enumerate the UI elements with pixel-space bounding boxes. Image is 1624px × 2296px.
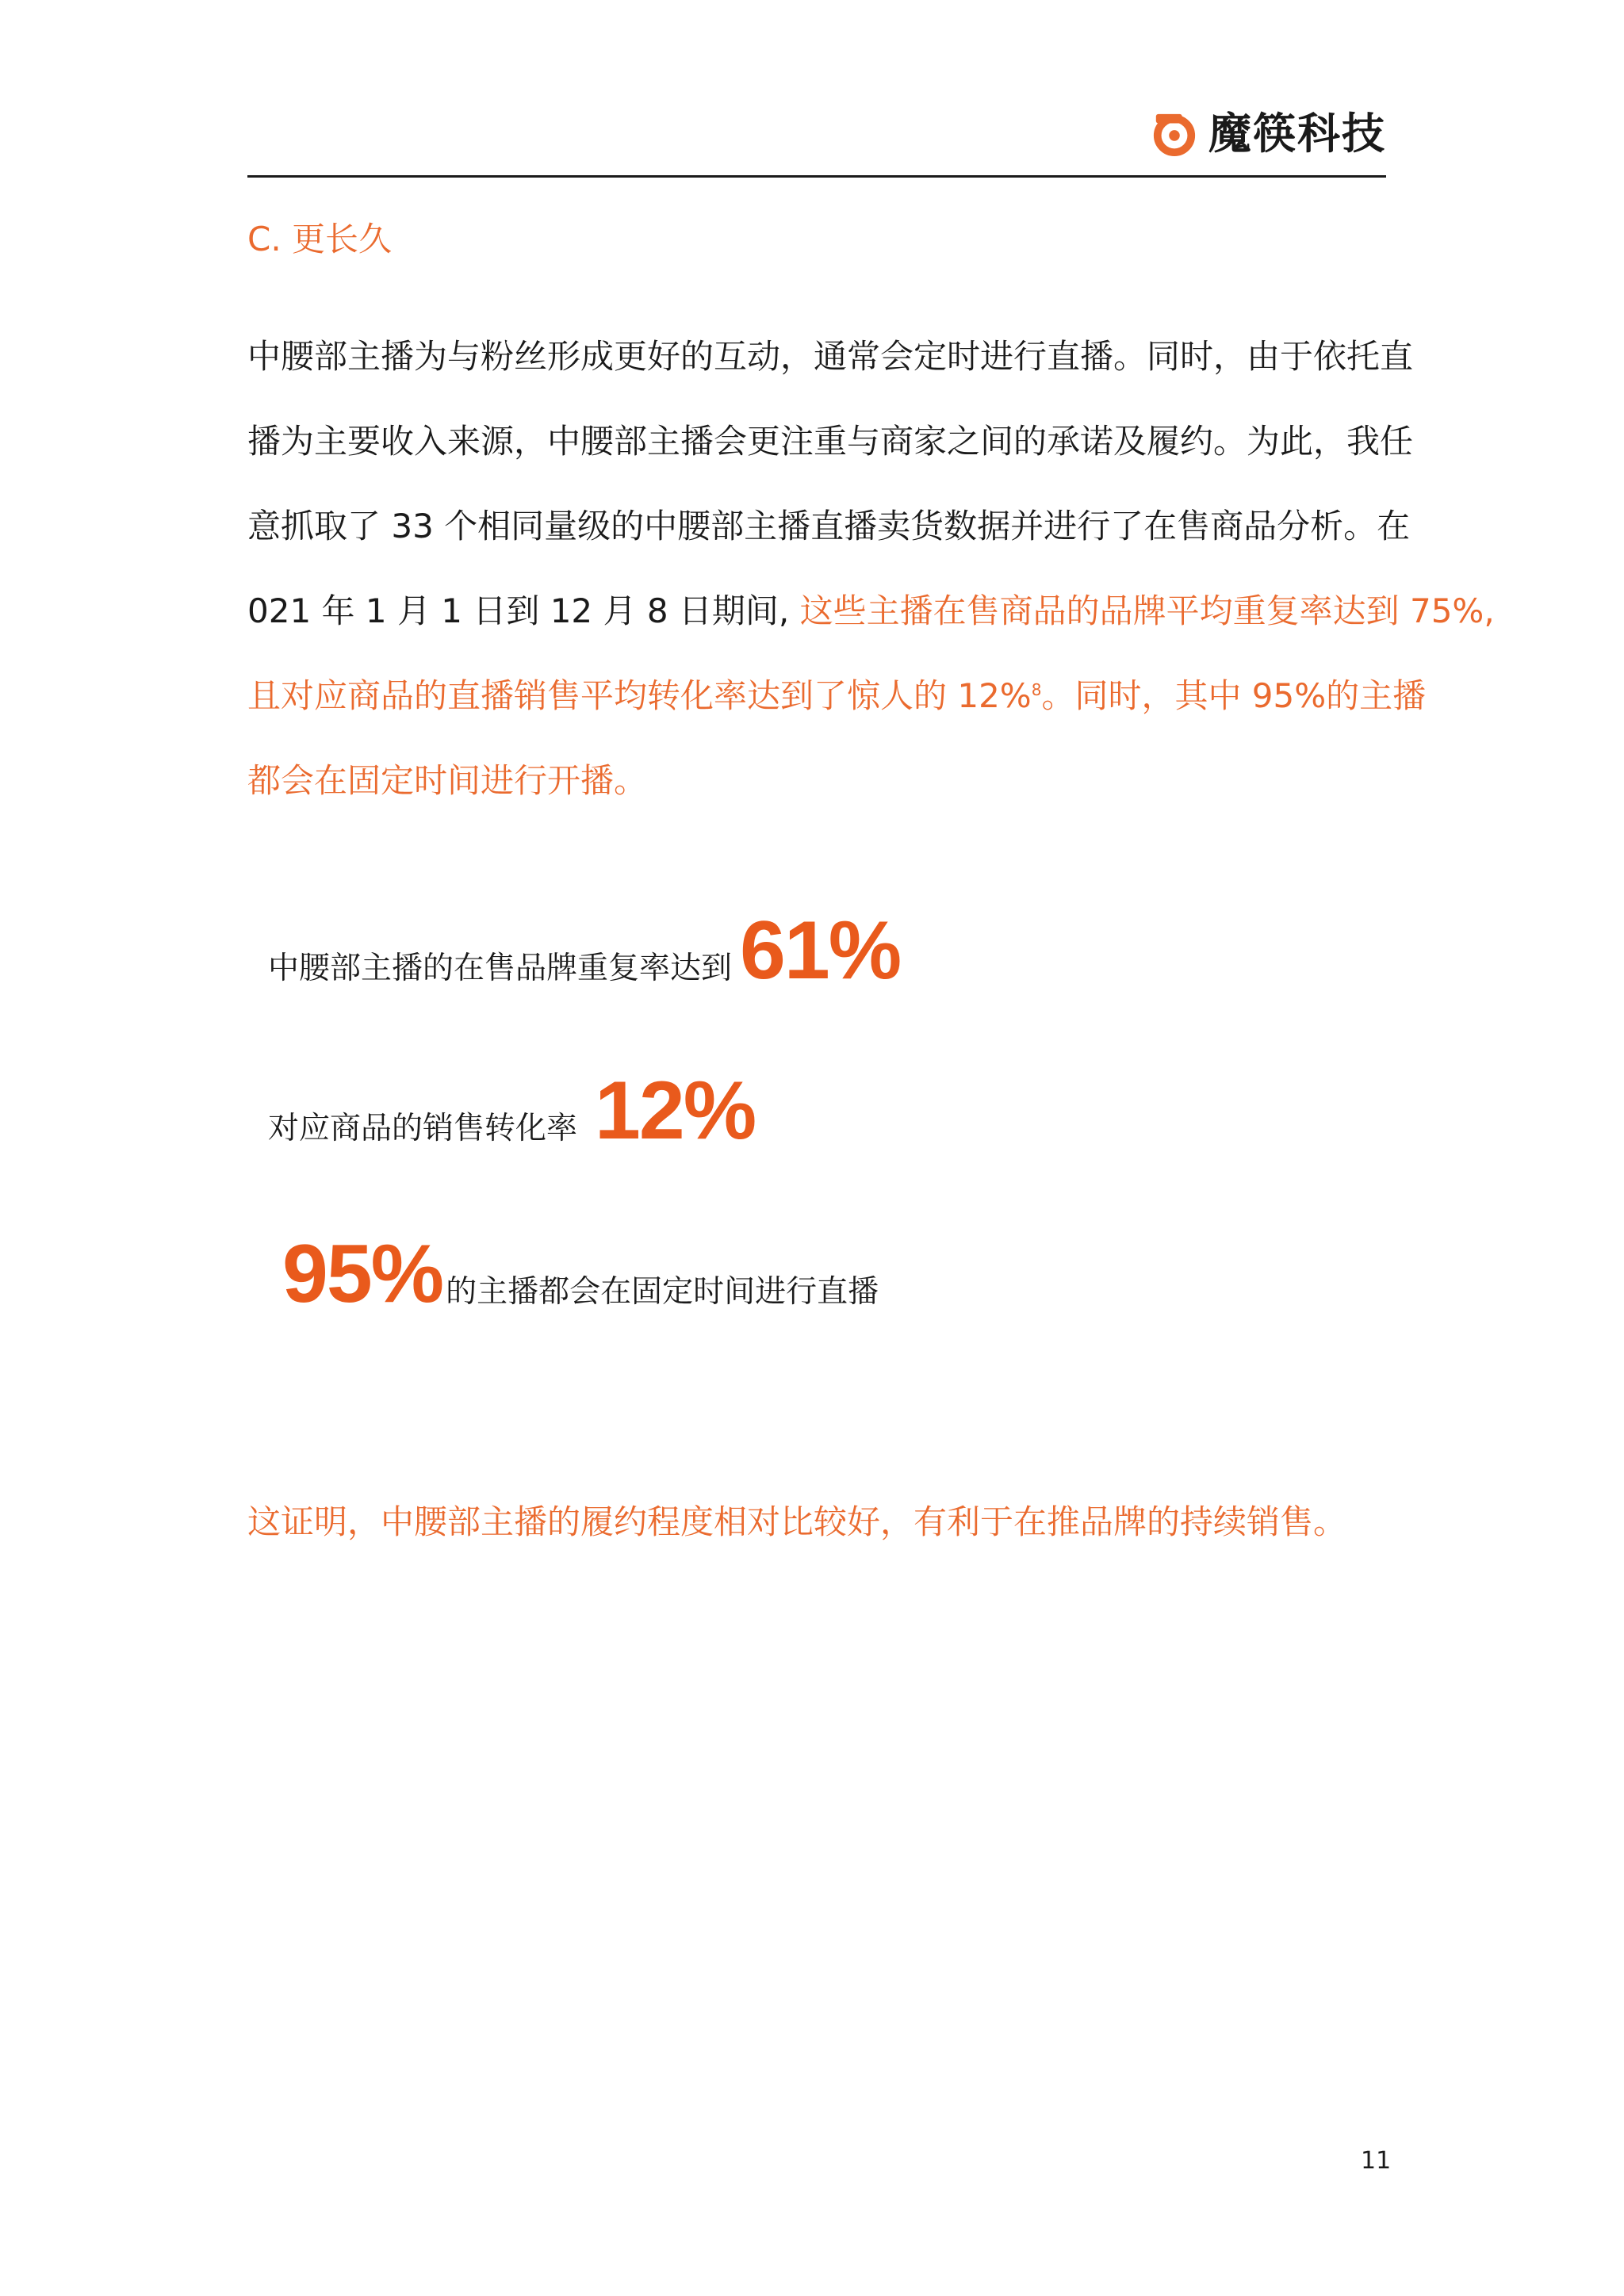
stat-label: 中腰部主播的在售品牌重复率达到	[268, 951, 733, 986]
header-divider	[247, 175, 1386, 178]
brand-name: 魔筷科技	[1208, 109, 1386, 159]
paragraph-line	[247, 653, 1427, 738]
footnote-marker: 8	[1031, 680, 1042, 699]
conclusion-text: 这证明，中腰部主播的履约程度相对比较好，有利于在推品牌的持续销售。	[247, 1502, 1347, 1541]
paragraph-line	[247, 568, 1495, 653]
stat-fixed-schedule	[282, 1227, 879, 1322]
paragraph-line: 都会在固定时间进行开播。	[247, 761, 648, 800]
highlight-text: 这些主播在售商品的品牌平均重复率达到 75%,	[799, 591, 1495, 630]
stat-brand-repeat-rate	[268, 904, 900, 998]
stat-label: 的主播都会在固定时间进行直播	[446, 1274, 879, 1310]
section-heading: C. 更长久	[247, 220, 393, 258]
brand-logo	[1151, 111, 1386, 157]
stat-conversion-rate	[268, 1064, 755, 1158]
paragraph-text: 021 年 1 月 1 日到 12 月 8 日期间,	[247, 591, 800, 630]
highlight-text: 。同时，其中 95%的主播	[1041, 676, 1427, 715]
stat-value: 12%	[595, 1065, 756, 1157]
moku-logo-icon	[1151, 111, 1197, 157]
highlight-text: 且对应商品的直播销售平均转化率达到了惊人的 12%	[247, 676, 1032, 715]
stat-label: 对应商品的销售转化率	[268, 1111, 578, 1146]
paragraph-line: 中腰部主播为与粉丝形成更好的互动，通常会定时进行直播。同时，由于依托直	[247, 337, 1414, 376]
stat-value: 95%	[282, 1228, 443, 1320]
stat-value: 61%	[740, 905, 901, 997]
paragraph-line: 播为主要收入来源，中腰部主播会更注重与商家之间的承诺及履约。为此，我任	[247, 422, 1414, 461]
paragraph-line: 意抓取了 33 个相同量级的中腰部主播直播卖货数据并进行了在售商品分析。在	[247, 507, 1411, 545]
page-number: 11	[1361, 2147, 1392, 2175]
body-paragraph	[247, 314, 1495, 823]
